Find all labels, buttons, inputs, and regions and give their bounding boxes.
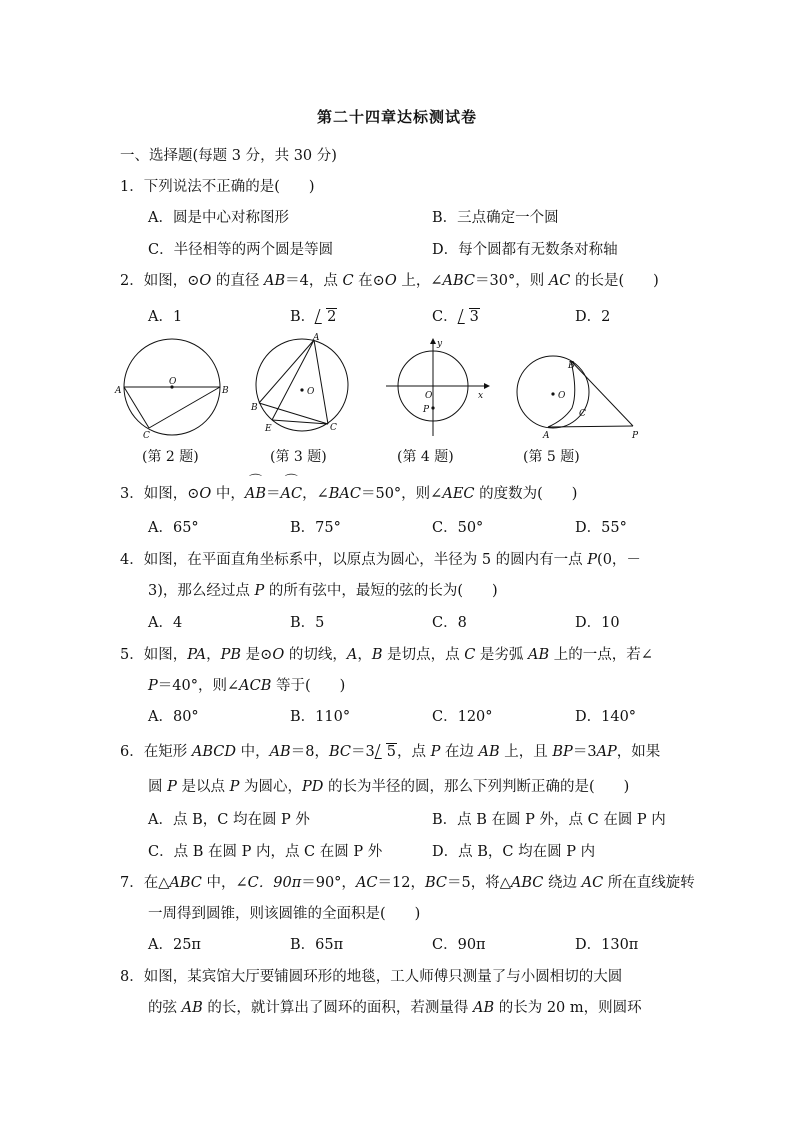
q6-option-d: D．点 B，C 均在圆 P 内 bbox=[432, 844, 596, 860]
question-4-stem-line2: 3)，那么经过点 P 的所有弦中，最短的弦的长为( ) bbox=[148, 583, 498, 599]
fig5-label-o: O bbox=[558, 391, 566, 401]
q1-option-c: C．半径相等的两个圆是等圆 bbox=[148, 242, 334, 258]
question-3-stem: 3．如图，⊙O 中，⌒ AB＝⌒ AC，∠BAC＝50°，则∠AEC 的度数为( ) bbox=[120, 484, 577, 504]
q4-option-c: C．8 bbox=[432, 615, 467, 631]
q2-option-b: B． 2 bbox=[290, 309, 337, 325]
q6-option-c: C．点 B 在圆 P 内，点 C 在圆 P 外 bbox=[148, 844, 383, 860]
question-7-stem-line1: 7．在△ABC 中，∠C．90π＝90°，AC＝12，BC＝5，将△ABC 绕边 AC 所在直线旋转 bbox=[120, 875, 695, 891]
question-8-stem-line2: 的弦 AB 的长，就计算出了圆环的面积，若测量得 AB 的长为 20 m，则圆环 bbox=[148, 1000, 642, 1016]
q3-option-c: C．50° bbox=[432, 520, 484, 536]
caption-figure-3: (第 3 题) bbox=[270, 449, 327, 465]
fig3-label-c: C bbox=[330, 423, 337, 433]
question-4-stem-line1: 4．如图，在平面直角坐标系中，以原点为圆心，半径为 5 的圆内有一点 P(0，－ bbox=[120, 552, 641, 568]
fig2-label-b: B bbox=[222, 386, 229, 396]
question-1-stem: 1．下列说法不正确的是( ) bbox=[120, 179, 315, 195]
question-2-stem: 2．如图，⊙O 的直径 AB＝4，点 C 在⊙O 上，∠ABC＝30°，则 AC 的长是( ) bbox=[120, 273, 659, 289]
q1-option-b: B．三点确定一个圆 bbox=[432, 210, 559, 226]
fig3-label-o: O bbox=[307, 387, 315, 397]
q5-option-c: C．120° bbox=[432, 709, 493, 725]
figure-row bbox=[112, 332, 652, 444]
fig3-label-e: E bbox=[265, 424, 272, 434]
q1-option-a: A．圆是中心对称图形 bbox=[148, 210, 289, 226]
fig4-label-p: P bbox=[423, 405, 430, 415]
fig4-label-y: y bbox=[437, 339, 443, 349]
q3-option-b: B．75° bbox=[290, 520, 341, 536]
fig4-label-x: x bbox=[478, 391, 484, 401]
fig5-label-a: A bbox=[543, 431, 550, 441]
q3-option-a: A．65° bbox=[148, 520, 199, 536]
q7-option-b: B．65π bbox=[290, 937, 344, 953]
fig5-label-p: P bbox=[632, 431, 639, 441]
question-5-stem-line2: P＝40°，则∠ACB 等于( ) bbox=[148, 678, 346, 694]
section-heading: 一、选择题(每题 3 分，共 30 分) bbox=[120, 148, 337, 164]
q6-option-a: A．点 B，C 均在圆 P 外 bbox=[148, 812, 310, 828]
q5-option-d: D．140° bbox=[575, 709, 637, 725]
fig5-label-b: B bbox=[568, 361, 575, 371]
q6-option-b: B．点 B 在圆 P 外，点 C 在圆 P 内 bbox=[432, 812, 666, 828]
figure-2 bbox=[114, 339, 229, 441]
page-title: 第二十四章达标测试卷 bbox=[316, 108, 477, 126]
question-5-stem-line1: 5．如图，PA，PB 是⊙O 的切线，A，B 是切点，点 C 是劣弧 AB 上的一点，若∠ bbox=[120, 647, 653, 663]
q4-option-d: D．10 bbox=[575, 615, 620, 631]
fig3-label-a: A bbox=[313, 333, 320, 343]
figure-4 bbox=[386, 338, 490, 436]
q1-option-d: D．每个圆都有无数条对称轴 bbox=[432, 242, 618, 258]
q2-option-c: C． 3 bbox=[432, 309, 479, 325]
fig4-label-o: O bbox=[425, 391, 433, 401]
q7-option-a: A．25π bbox=[148, 937, 201, 953]
q7-option-c: C．90π bbox=[432, 937, 486, 953]
question-6-stem-line1: 6．在矩形 ABCD 中，AB＝8，BC＝3 5，点 P 在边 AB 上，且 BP＝3AP，如果 bbox=[120, 744, 661, 760]
caption-figure-4: (第 4 题) bbox=[397, 449, 454, 465]
caption-figure-5: (第 5 题) bbox=[523, 449, 580, 465]
figure-3 bbox=[250, 333, 348, 434]
q7-option-d: D．130π bbox=[575, 937, 639, 953]
q2-option-a: A．1 bbox=[148, 309, 183, 325]
fig5-label-c: C bbox=[579, 409, 586, 419]
q4-option-b: B．5 bbox=[290, 615, 325, 631]
question-6-stem-line2: 圆 P 是以点 P 为圆心，PD 的长为半径的圆，那么下列判断正确的是( ) bbox=[148, 779, 630, 795]
q5-option-a: A．80° bbox=[148, 709, 199, 725]
q3-option-d: D．55° bbox=[575, 520, 627, 536]
question-7-stem-line2: 一周得到圆锥，则该圆锥的全面积是( ) bbox=[148, 906, 421, 922]
fig2-label-o: O bbox=[169, 377, 177, 387]
q4-option-a: A．4 bbox=[148, 615, 183, 631]
q2-option-d: D．2 bbox=[575, 309, 611, 325]
caption-figure-2: (第 2 题) bbox=[142, 449, 199, 465]
question-8-stem-line1: 8．如图，某宾馆大厅要铺圆环形的地毯，工人师傅只测量了与小圆相切的大圆 bbox=[120, 969, 623, 985]
q5-option-b: B．110° bbox=[290, 709, 351, 725]
fig2-label-c: C bbox=[143, 431, 150, 441]
fig3-label-b: B bbox=[251, 403, 258, 413]
figure-5 bbox=[517, 356, 639, 441]
fig2-label-a: A bbox=[115, 386, 122, 396]
